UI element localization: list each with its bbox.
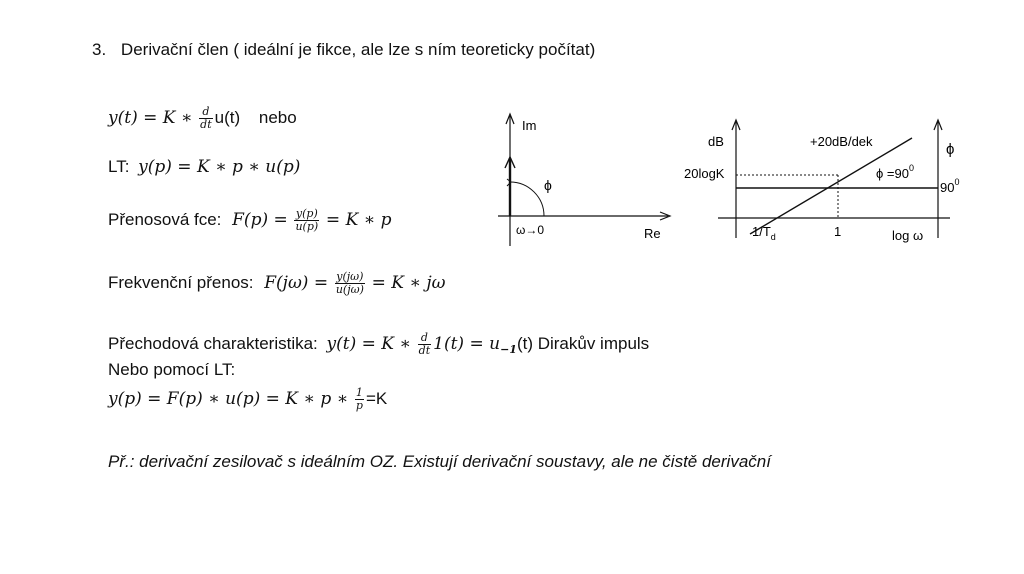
eq6-text: Nebo pomocí LT: — [108, 360, 236, 379]
equation-transfer — [108, 208, 392, 233]
bode-phase-value: $90^0$ — [940, 177, 960, 195]
eq2-expr: y(p) = K ∗ p ∗ u(p) — [138, 157, 301, 177]
eq7-tail: =K — [365, 388, 388, 408]
bode-db-label: dB — [708, 134, 724, 149]
nyquist-phase-arc — [510, 182, 544, 216]
eq4-lhs: F(jω) = — [264, 272, 329, 293]
eq1-word: nebo — [258, 107, 297, 127]
equation-laplace — [108, 157, 300, 177]
eq1-fraction: $\frac{d}{dt}$ — [200, 105, 212, 131]
eq5-label: Přechodová charakteristika: — [108, 333, 318, 353]
eq4-fraction: $\frac{y(j\omega)}{u(j\omega)}$ — [335, 270, 364, 296]
eq3-fraction: $\frac{y(p)}{u(p)}$ — [295, 207, 319, 233]
heading-text: Derivační člen ( ideální je fikce, ale lze s ním teoreticky počítat) — [120, 40, 596, 59]
nyquist-omega-label: ω→0 — [516, 223, 545, 237]
eq5-tail: (t) Dirakův impuls — [516, 333, 650, 353]
eq1-lhs: y(t) = K ∗ — [108, 107, 193, 128]
heading-number: 3. — [92, 40, 107, 59]
eq3-label: Přenosová fce: — [108, 209, 222, 229]
example-text: Př.: derivační zesilovač s ideálním OZ. Existují derivační soustavy, ale ne čistě derivační — [108, 452, 771, 471]
eq4-label: Frekvenční přenos: — [108, 272, 254, 292]
eq3-rhs: = K ∗ p — [325, 209, 392, 230]
equation-laplace-intro — [108, 360, 235, 380]
eq5-lhs: y(t) = K ∗ — [326, 333, 411, 354]
eq3-lhs: F(p) = — [232, 209, 288, 230]
nyquist-im-label: Im — [522, 118, 537, 133]
equation-step-response — [108, 332, 649, 360]
nyquist-phi-label: ϕ — [544, 177, 552, 193]
eq2-label: LT: — [108, 157, 130, 176]
eq4-rhs: = K ∗ jω — [371, 272, 446, 293]
slide-heading — [92, 40, 595, 60]
bode-magnitude-line — [750, 138, 912, 234]
eq7-fraction: $\frac{1}{p}$ — [355, 386, 363, 412]
bode-one-label: 1 — [834, 224, 842, 239]
eq7-lhs: y(p) = F(p) ∗ u(p) = K ∗ p ∗ — [108, 388, 349, 409]
eq5-fraction: $\frac{d}{dt}$ — [418, 331, 431, 357]
bode-gain-label: 20logK — [684, 166, 725, 181]
eq1-tail: u(t) — [214, 107, 241, 127]
bode-slope-label: +20dB/dek — [810, 134, 873, 149]
equation-laplace-step — [108, 387, 387, 412]
bode-x-axis-label: log ω — [892, 228, 924, 243]
bode-break-label: $1/T_d$ — [752, 224, 776, 242]
equation-frequency — [108, 271, 445, 296]
equation-definition — [108, 106, 297, 131]
bode-phi-axis-label: ϕ — [946, 141, 955, 158]
eq5-sub: −1 — [500, 342, 517, 356]
nyquist-diagram — [490, 110, 680, 250]
example-note — [108, 452, 771, 472]
bode-phase-label: $\phi =90^0$ — [876, 163, 914, 181]
nyquist-re-label: Re — [644, 226, 661, 241]
bode-diagram — [680, 110, 970, 250]
eq5-mid: 1(t) = u — [433, 333, 501, 354]
